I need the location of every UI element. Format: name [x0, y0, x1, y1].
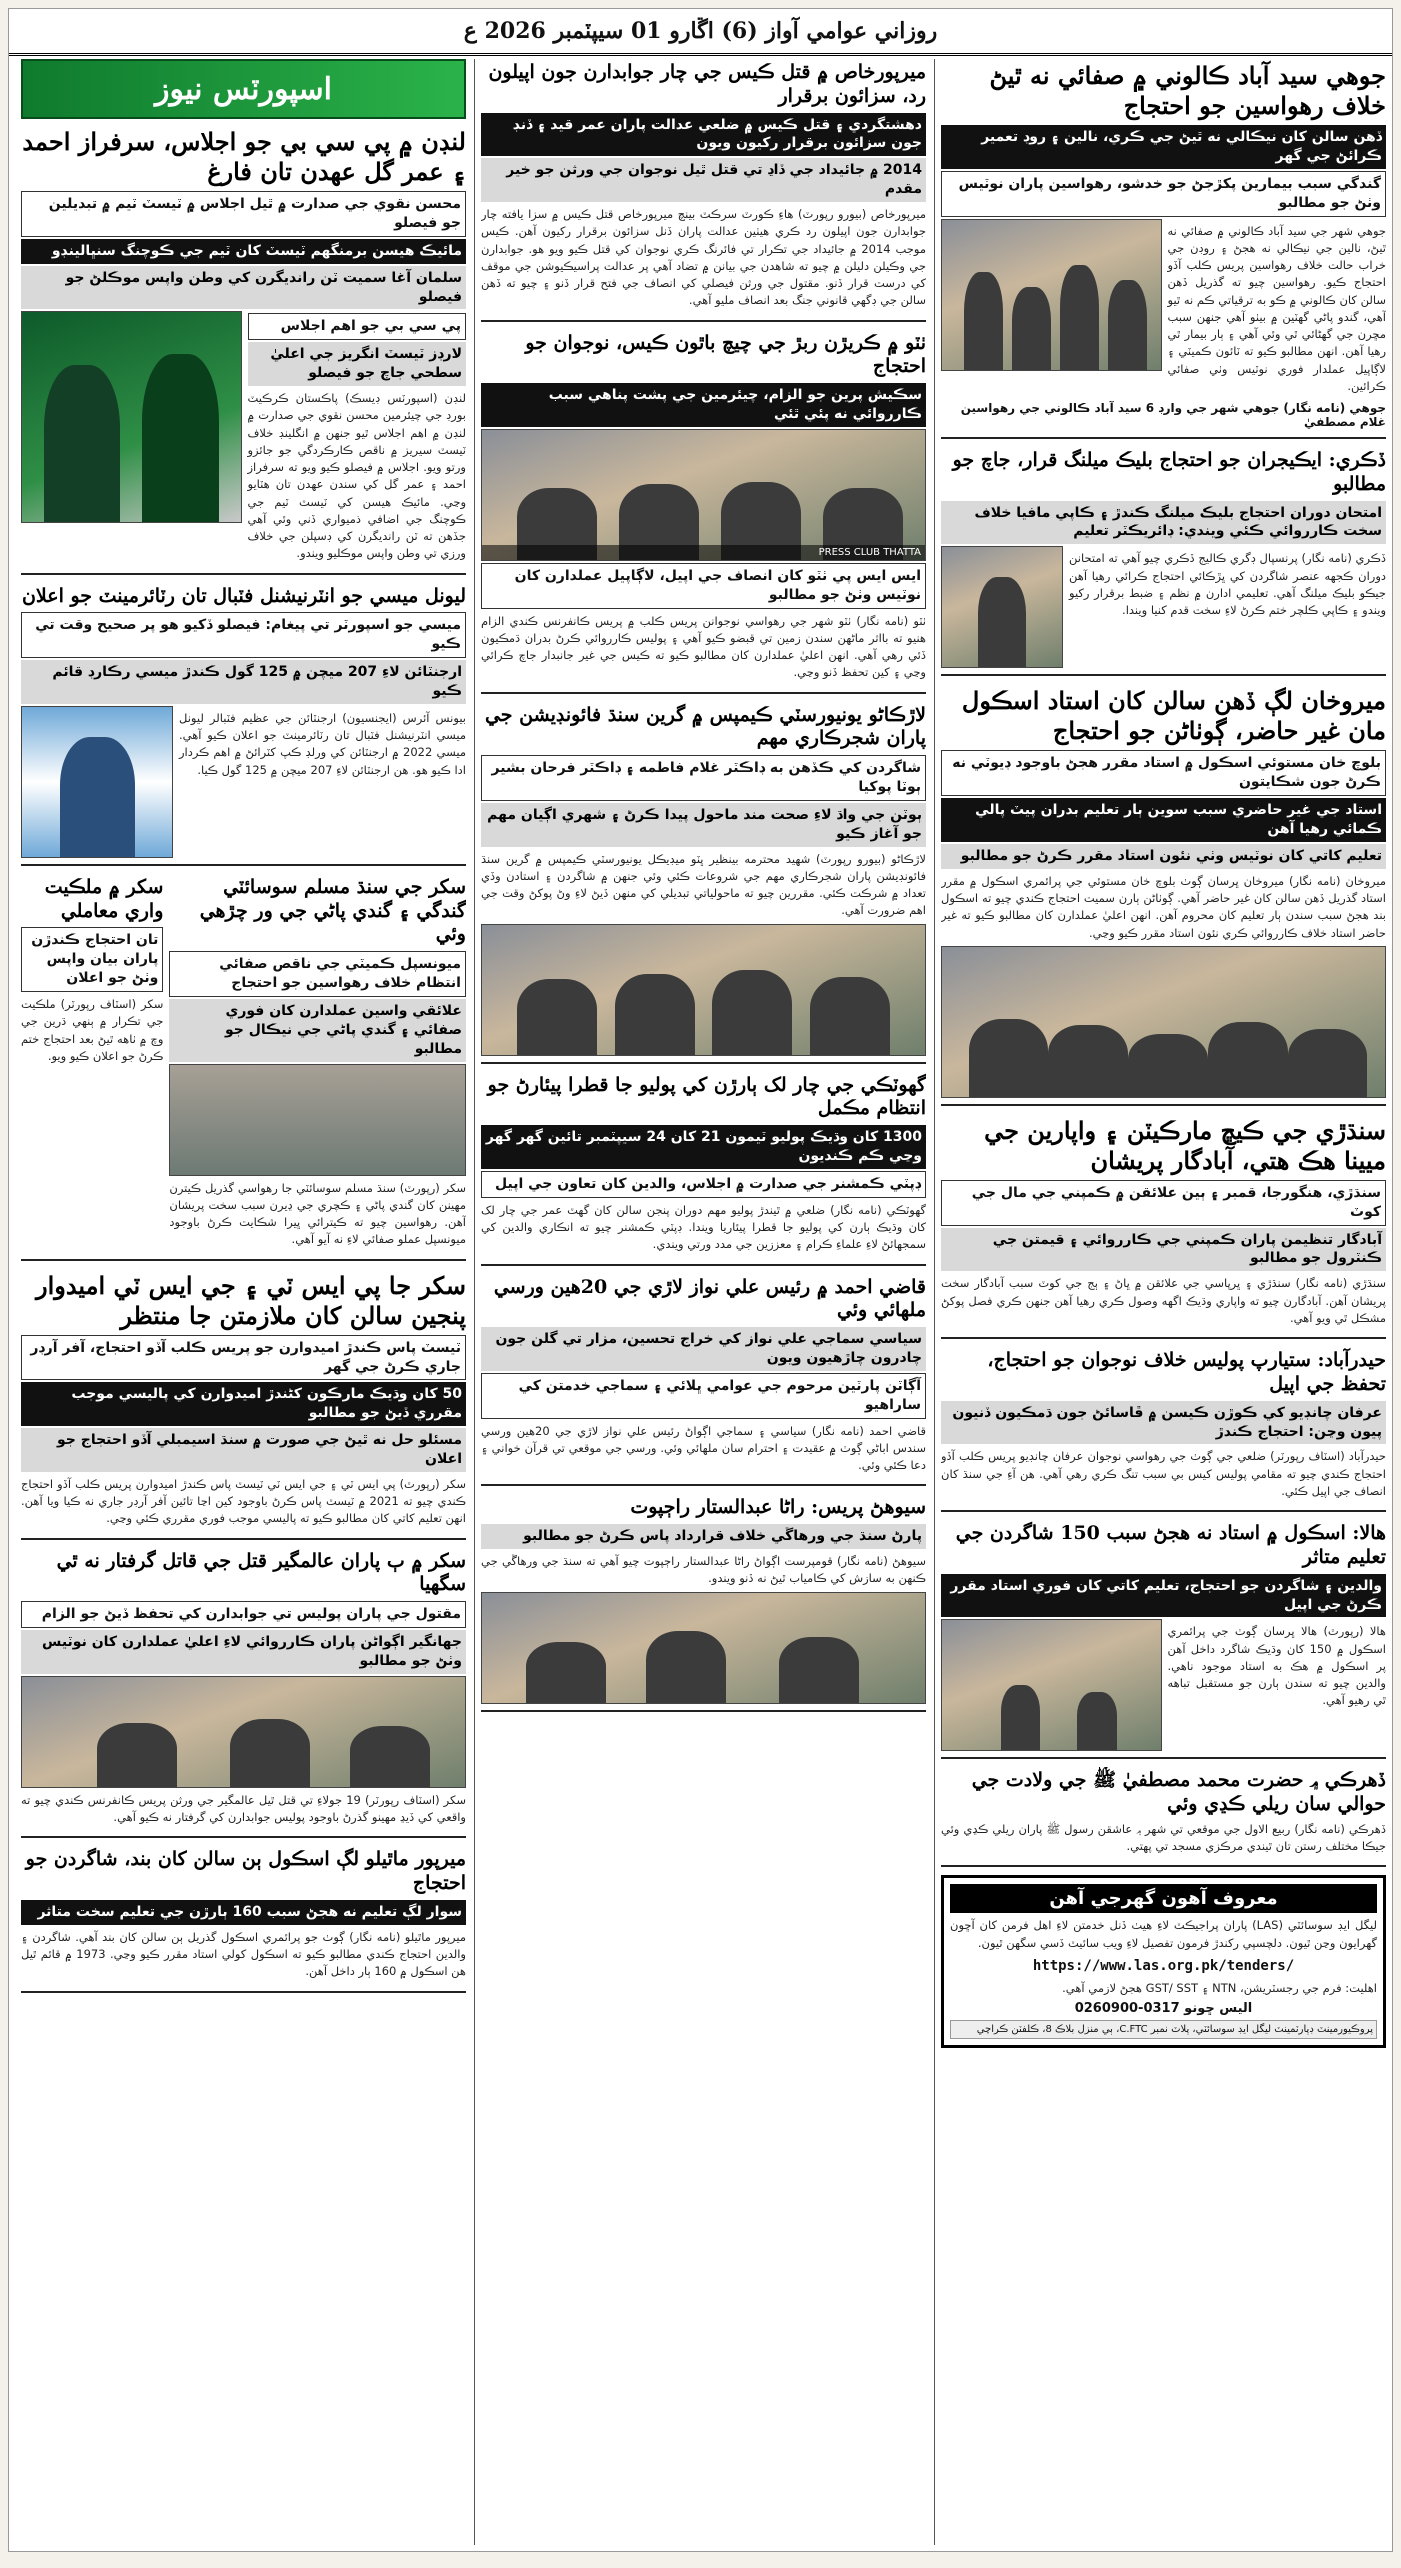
headline: سکر جا پي ايس ٽي ۽ جي ايس ٽي اميدوار پنجين سالن کان ملازمتن جا منتظر	[35, 1270, 466, 1330]
subheading: تان احتجاج ڪندڙن پاران بيان واپس وٺڻ جو اعلان	[21, 927, 163, 992]
headline: جوهي سيد آباد ڪالوني ۾ صفائي نه ٿيڻ خلاف رهواسين جو احتجاج	[989, 61, 1386, 120]
subheading: والدين ۽ شاگردن جو احتجاج، تعليم کاتي کان فوري استاد مقرر ڪرڻ جي اپيل	[941, 1574, 1386, 1618]
tender-link[interactable]: https://www.las.org.pk/tenders/	[1032, 1957, 1295, 1974]
story-body: بيونس آئرس (ايجنسيون) ارجنٽائن جي عظيم فٽبالر ليونل ميسي انٽرنيشنل فٽبال تان رٽائرمينٽ جو اعلان ڪيو آهي. ميسي 2022 ۾ ارجنٽائن کي ورلڊ ڪپ کٽرائڻ ۾ اهم ڪردار ادا ڪيو هو. هن ارجنٽائن لاءِ 207 ميچن ۾ 125 گول ڪيا.	[179, 710, 466, 777]
column-2	[474, 59, 926, 2545]
story-johi	[941, 59, 1386, 439]
column-3	[15, 59, 466, 2545]
story-body: ميرپور ماٿيلو (نامه نگار) ڳوٺ جو پرائمري اسڪول گذريل ٻن سالن کان بند آهي. شاگردن ۽ والدين احتجاج ڪندي مطالبو ڪيو ته اسڪول کولي استاد مقرر ڪيو وڃي. 1973 ۾ قائم ٿيل هن اسڪول ۾ 160 ٻار داخل آهن.	[21, 1929, 466, 1979]
masthead-title: روزاني عوامي آواز (6) اڱارو 01 سيپٽمبر 2026 ع	[463, 18, 938, 44]
headline: ميرپورخاص ۾ قتل ڪيس جي چار جوابدارن جون اپيلون رد، سزائون برقرار	[488, 61, 926, 107]
story-dahrki-exam	[941, 447, 1386, 676]
messi-photo	[21, 706, 173, 858]
story-body: حيدرآباد (اسٽاف رپورٽر) ضلعي جي ڳوٺ جي رهواسي نوجوان عرفان چانڊيو پريس ڪلب آڏو احتجاج ڪندي چيو ته مقامي پوليس کيس بي سبب تنگ ڪري رهي آهي. هن آءِ جي سنڌ کان انصاف جي اپيل ڪئي.	[941, 1449, 1386, 1498]
subheading: امتحان دوران احتجاج بليڪ ميلنگ ڪندڙ ۽ ڪاپي مافيا خلاف سخت ڪارروائي ڪئي ويندي: ڊائريڪٽر تعليم	[941, 501, 1386, 545]
subheading: بلوچ خان مستوئي اسڪول ۾ استاد مقرر هجڻ باوجود ڊيوٽي نه ڪرڻ جون شڪايتون	[941, 750, 1386, 796]
story-mirpur-mathelo-school	[21, 1846, 466, 1992]
story-body: سکر (اسٽاف رپورٽر) ملڪيت جي تڪرار ۾ ٻنهي ڌرين جي وچ ۾ ٺاهه ٿيڻ بعد احتجاج ختم ڪرڻ جو اعلان ڪيو ويو.	[21, 997, 164, 1063]
tender-notice	[941, 1875, 1386, 2048]
headline: ليونل ميسي جو انٽرنيشنل فٽبال تان رٽائرمينٽ جو اعلان	[21, 584, 466, 607]
subheading: سنڌڙي، هنگورجا، قمبر ۽ ٻين علائقن ۾ ڪمپني جي مال جي کوٽ	[941, 1180, 1386, 1226]
story-body: سيوهڻ (نامه نگار) قومپرست اڳواڻ راڻا عبدالستار راڄپوت چيو آهي ته سنڌ جي ورهاڱي جي ڪنهن به سازش کي ڪامياب ٿيڻ نه ڏنو ويندو.	[481, 1554, 926, 1586]
story-body: ميروخان (نامه نگار) ميروخان ڀرسان ڳوٺ بلوچ خان مستوئي جي پرائمري اسڪول ۾ مقرر استاد گذريل ڏهن سالن کان غير حاضر آهي. ڳوٺاڻن ٻارن سميت احتجاج ڪندي چيو ته اسڪول بند هجڻ سبب سندن ٻار تعليم کان محروم آهن. انهن اعليٰ عملدارن کان مطالبو ڪيو ته غير حاضر استاد خلاف ڪارروائي ڪري نئون استاد مقرر ڪيو وڃي.	[941, 873, 1386, 940]
story-body: لنڊن (اسپورٽس ڊيسڪ) پاڪستان ڪرڪيٽ بورڊ جي چيئرمين محسن نقوي جي صدارت ۾ لنڊن ۾ اهم اجلاس ٿيو جنهن ۾ انگلينڊ خلاف ٽيسٽ سيريز ۾ ناقص ڪارڪردگي جو جائزو ورتو ويو. اجلاس ۾ فيصلو ڪيو ويو ته سرفراز احمد ۽ عمر گل کي سندن عهدن تان هٽايو وڃي. مائيڪ هيسن کي ٽيسٽ ٽيم جي ڪوچنگ جي اضافي ذميواري ڏني وئي آهي جڏهن ته ٽن رانديگرن کي ڊسپلن جي خلاف ورزي تي وطن واپس موڪليو ويندو.	[247, 391, 466, 561]
story-larkana-plantation	[481, 702, 926, 1064]
notice-contact: اليس ڇونو 0317-0260900	[1074, 2001, 1253, 2017]
story-body: ڏڪري (نامه نگار) پرنسپال ڊگري ڪاليج ڏڪري چيو آهي ته امتحانن دوران ڪجهه عنصر شاگردن کي ڀڙڪائي احتجاج ڪرائي رهيا آهن جيڪو بليڪ ميلنگ آهي. تعليمي ادارن ۾ نظم ۽ ضبط برقرار رکيو ويندو ۽ ڪاپي ڪلچر ختم ڪرڻ لاءِ سخت قدم کنيا ويندا.	[1069, 551, 1386, 618]
sports-news-banner	[21, 59, 466, 119]
headline: سکر ۾ ملڪيت واري معاملي	[44, 875, 164, 922]
headline: ٺٽو ۾ ڪريڙن ربڙ جي چيچ باٿون ڪيس، نوجوان جو احتجاج	[525, 331, 926, 378]
story-mirpurkhas-appeal	[481, 59, 926, 322]
side-heading: پي سي بي جو اهم اجلاس	[248, 313, 467, 340]
story-body: سنڌڙي (نامه نگار) سنڌڙي ۽ ڀرپاسي جي علائقن ۾ ڀاڻ ۽ ٻج جي کوٽ سبب آبادگار سخت پريشان آهن. آبادگارن چيو ته واپاري وڌيڪ اگهه وصول ڪري رهيا آهن جنهن ڪري فصل پوکڻ مشڪل ٿي ويو آهي.	[941, 1276, 1386, 1325]
story-sukkur-candidates	[21, 1269, 466, 1540]
headline: سيوهڻ پريس: راڻا عبدالستار راڄپوت	[630, 1496, 926, 1519]
story-qazi-ahmed-anniversary	[481, 1274, 926, 1487]
masthead	[9, 9, 1392, 56]
news-photo	[481, 1592, 926, 1704]
story-sindhri-market	[941, 1114, 1386, 1339]
headline: سکر ۾ ٻ پاران عالمگير قتل جي قاتل گرفتار نه ٿي سگهيا	[56, 1549, 466, 1596]
subheading: ٻوٽن جي واڌ لاءِ صحت مند ماحول پيدا ڪرڻ ۽ شهري اڳيان مهم جو آغاز ڪيو	[481, 803, 926, 847]
portrait-photo	[941, 546, 1063, 668]
story-body: ٺٽو (نامه نگار) ٺٽو شهر جي رهواسي نوجوانن پريس ڪلب ۾ پريس ڪانفرنس ڪندي الزام هنيو ته بااثر ماڻهن سندن زمين تي قبضو ڪيو آهي ۽ پوليس ڪارروائي ڪرڻ بدران ڌمڪيون ڏئي رهي آهي. انهن اعليٰ عملدارن کان مطالبو ڪيو ته ڪيس جي غير جانبدار جاچ ڪرائي وڃي ۽ کين تحفظ ڏنو وڃي.	[481, 613, 926, 680]
notice-title: معروف آهون گهرجي آهن	[950, 1884, 1377, 1913]
headline: لنڊن ۾ پي سي بي جو اجلاس، سرفراز احمد ۽ عمر گل عهدن تان فارغ	[22, 127, 466, 186]
story-body: سکر (رپورٽ) پي ايس ٽي ۽ جي ايس ٽي ٽيسٽ پاس ڪندڙ اميدوارن پريس ڪلب آڏو احتجاج ڪندي چيو ته 2021 ۾ ٽيسٽ پاس ڪرڻ باوجود کين اڃا تائين آفر آرڊر جاري نه ڪيا ويا آهن. انهن تعليم کاتي کان مطالبو ڪيو ته پاليسي موجب فوري مقرري ڪئي وڃي.	[21, 1476, 466, 1526]
story-body: ڏهرڪي (نامه نگار) ربيع الاول جي موقعي تي شهر ۾ عاشقن رسول ﷺ پاران ريلي ڪڍي وئي جيڪا مختلف رستن تان ٿيندي مرڪزي مسجد تي پهتي.	[941, 1821, 1386, 1854]
notice-body: ليگل ايڊ سوسائٽي (LAS) پاران پراجيڪٽ لاءِ هيٺ ڏنل خدمتن لاءِ اهل فرمن کان آڇون گهرايون وڃن ٿيون. دلچسپي رکندڙ فرمون تفصيل لاءِ ويب سائيٽ ڏسي سگهن ٿيون.	[950, 1918, 1377, 1950]
sports-banner-title: اسپورٽس نيوز	[155, 71, 332, 107]
subheading: آڳاٽن پارٽين مرحوم جي عوامي ڀلائي ۽ سماجي خدمتن کي ساراهيو	[481, 1373, 926, 1419]
subheading: مقتول جي پاران پوليس تي جوابدارن کي تحفظ ڏيڻ جو الزام	[21, 1601, 466, 1628]
story-body: گهوٽڪي (نامه نگار) ضلعي ۾ ٿيندڙ پوليو مهم دوران پنجن سالن کان گهٽ عمر جي چار لک کان وڌيڪ ٻارن کي پوليو جا قطرا پيئاريا ويندا. ڊپٽي ڪمشنر چيو ته انڪاري والدين کي سمجهائڻ لاءِ علماءِ ڪرام ۽ معززين جي مدد ورتي ويندي.	[481, 1202, 926, 1252]
subheading: دهشتگردي ۽ قتل ڪيس ۾ ضلعي عدالت پاران عمر قيد ۽ ڏنڊ جون سزائون برقرار رکيون ويون	[481, 113, 926, 157]
news-photo	[941, 1619, 1162, 1751]
subheading: ٽيسٽ پاس ڪندڙ اميدوارن جو پريس ڪلب آڏو احتجاج، آفر آرڊر جاري ڪرڻ جي گهر	[21, 1335, 466, 1381]
headline: لاڙڪاڻو يونيورسٽي ڪيمپس ۾ گرين سنڌ فائونڊيشن جي پاران شجرڪاري مهم	[484, 703, 926, 750]
story-body: جوهي شهر جي سيد آباد ڪالوني ۾ صفائي نه ٿيڻ، نالين جي نيڪالي نه هجڻ ۽ روڊن جي خراب حالت خلاف رهواسين پريس ڪلب آڏو احتجاج ڪيو. رهواسين چيو ته گذريل ڏهن سالن کان ڪالوني ۾ ڪو به ترقياتي ڪم نه ٿيو آهي، گندو پاڻي گهٽين ۾ بيٺو آهي جنهن سبب مڇرن جي گهڻائي ٿي وئي آهي ۽ ٻار بيمار ٿي رهيا آهن. انهن مطالبو ڪيو ته ٽائون ڪميٽي ۽ لاڳاپيل عملدار فوري نوٽيس وٺي صفائي ڪرائين.	[1167, 223, 1386, 393]
story-messi-retirement	[21, 583, 466, 866]
story-dahrki-rally	[941, 1767, 1386, 1867]
subheading: ارجنٽائن لاءِ 207 ميچن ۾ 125 گول ڪندڙ ميسي رڪارڊ قائم ڪيو	[21, 660, 466, 704]
subheading: ميونسپل ڪميٽي جي ناقص صفائي انتظام خلاف رهواسين جو احتجاج	[169, 951, 466, 997]
story-sukkur-murder	[21, 1548, 466, 1839]
subheading: آبادگار تنظيمن پاران ڪمپني جي ڪارروائي ۽ قيمتن جي ڪنٽرول جو مطالبو	[941, 1228, 1386, 1272]
garbage-photo	[169, 1064, 466, 1176]
photo-caption: PRESS CLUB THATTA	[482, 545, 925, 560]
headline: ڏهرڪي ۾ حضرت محمد مصطفيٰ ﷺ جي ولادت جي حوالي سان ريلي ڪڍي وئي	[971, 1769, 1386, 1816]
side-subheading: لارڊز ٽيسٽ انگريز جي اعليٰ سطحي جاچ جو فيصلو	[248, 342, 467, 386]
headline: سنڌڙي جي ڪيڇ مارڪيٽن ۽ واپارين جي ميينا هڪ هتي، آبادگار پريشان	[984, 1115, 1386, 1175]
story-hala-school	[941, 1520, 1386, 1759]
headline: ڏڪري: ايڪيجران جو احتجاج بليڪ ميلنگ قرار، جاچ جو مطالبو	[952, 449, 1386, 495]
subheading: سوار لڳ تعليم نه هجڻ سبب 160 ٻارڙن جي تعليم سخت متاثر	[21, 1900, 466, 1925]
byline: جوهي (نامه نگار) جوهي شهر جي وارڊ 6 سيد آباد ڪالوني جي رهواسين غلام مصطفيٰ	[960, 401, 1386, 430]
story-body: قاضي احمد (نامه نگار) سياسي ۽ سماجي اڳواڻ رئيس علي نواز لاڙي جي 20هين ورسي سندس اباڻي ڳوٺ ۾ عقيدت ۽ احترام سان ملهائي وئي. ورسي جي موقعي تي قرآن خواني ۽ دعا ڪئي وئي.	[481, 1423, 926, 1473]
notice-footer: پروڪيورمينٽ ڊپارٽمينٽ ليگل ايڊ سوسائٽي، پلاٽ نمبر C.FTC، ٻي منزل بلاڪ 8، ڪلفٽن ڪراچي	[950, 2020, 1377, 2039]
story-body: هالا (رپورٽ) هالا ڀرسان ڳوٺ جي پرائمري اسڪول ۾ 150 کان وڌيڪ شاگرد داخل آهن پر اسڪول ۾ هڪ به استاد موجود ناهي. والدين چيو ته سندن ٻارن جو مستقبل تباهه ٿي رهيو آهي.	[1167, 1624, 1386, 1708]
story-sukkur-society	[21, 874, 466, 1261]
story-body: ميرپورخاص (بيورو رپورٽ) هاءِ ڪورٽ سرڪٽ بينچ ميرپورخاص قتل ڪيس ۾ سزا يافته چار جوابدارن جون اپيلون رد ڪري هيٺين عدالت پاران ڏنل سزائون برقرار رکيون آهن. ڪيس موجب 2014 ۾ جائيداد جي تڪرار تي فائرنگ ڪري نوجوان کي قتل ڪيو ويو هو. جوابدارن جي وڪيلن دليلن ۾ چيو ته شاهدن جي بيانن ۾ تضاد آهي پر عدالت پراسيڪيوشن جي موقف کي درست قرار ڏنو. مقتول جي ورثن فيصلي کي انصاف جي فتح قرار ڏنو ۽ چيو ته ڏهن سالن جي ڊگهي قانوني جنگ بعد انصاف مليو آهي.	[481, 207, 926, 308]
subheading: محسن نقوي جي صدارت ۾ ٿيل اجلاس ۾ ٽيسٽ ٽيم ۾ تبديلين جو فيصلو	[21, 191, 466, 237]
news-photo	[941, 946, 1386, 1098]
newspaper-page	[8, 8, 1393, 2552]
story-sehwan	[481, 1494, 926, 1711]
headline: هالا: اسڪول ۾ استاد نه هجڻ سبب 150 شاگردن جي تعليم متاثر	[955, 1522, 1386, 1568]
story-body: لاڙڪاڻو (بيورو رپورٽ) شهيد محترمه بينظير ڀٽو ميڊيڪل يونيورسٽي ڪيمپس ۾ گرين سنڌ فائونڊيشن پاران شجرڪاري مهم جي شروعات ڪئي وئي جنهن ۾ شاگردن ۽ استادن وڏي تعداد ۾ شرڪت ڪئي. مقررين چيو ته ماحولياتي تبديلي کي منهن ڏيڻ لاءِ وڻ پوکڻ وقت جي اهم ضرورت آهي.	[481, 851, 926, 918]
news-photo	[941, 219, 1162, 371]
story-hyderabad-protest	[941, 1347, 1386, 1512]
press-club-photo	[481, 429, 926, 561]
story-thatta-press	[481, 330, 926, 694]
notice-eligibility: اهليت: فرم جي رجسٽريشن، NTN ۽ GST/ SST هجڻ لازمي آهي.	[1062, 1980, 1377, 1995]
subheading: عرفان چانڊيو کي ڪوڙن ڪيسن ۾ ڦاسائڻ جون ڌمڪيون ڏنيون پيون وڃن: احتجاج ڪندڙ	[941, 1401, 1386, 1445]
subheading: استاد جي غير حاضري سبب سوين ٻار تعليم بدران پيٽ پالي ڪمائي رهيا آهن	[941, 798, 1386, 842]
press-conference-photo	[21, 1676, 466, 1788]
story-body: سکر (رپورٽ) سنڌ مسلم سوسائٽي جا رهواسي گذريل ڪيترن مهينن کان گندي پاڻي ۽ ڪچري جي ڍيرن سبب سخت پريشان آهن. رهواسين چيو ته ڪيترائي ڀيرا شڪايت ڪرڻ باوجود ميونسپل عملو صفائي لاءِ نه آيو آهي.	[169, 1180, 466, 1247]
subheading: گندگي سبب بيمارين پکڙجڻ جو خدشو، رهواسين پاران نوٽيس وٺڻ جو مطالبو	[941, 171, 1386, 217]
subheading: مائيڪ هيسن برمنگهم ٽيسٽ کان ٽيم جي ڪوچنگ سنڀالينڊو	[21, 239, 466, 264]
subheading: ڏهن سالن کان نيڪالي نه ٿيڻ جي ڪري، نالين ۽ روڊ تعمير ڪرائڻ جي گهر	[941, 125, 1386, 169]
headline: حيدرآباد: ستيارپ پوليس خلاف نوجوان جو احتجاج، تحفظ جي اپيل	[987, 1349, 1386, 1395]
cricket-players-photo	[21, 311, 242, 523]
subheading: علائقي واسين عملدارن کان فوري صفائي ۽ گندي پاڻي جي نيڪال جو مطالبو	[169, 999, 466, 1062]
headline: قاضي احمد ۾ رئيس علي نواز لاڙي جي 20هين ورسي ملهائي وئي	[493, 1275, 926, 1322]
headline: گهوٽڪي جي چار لک ٻارڙن کي پوليو جا قطرا پيئارڻ جو انتظام مڪمل	[487, 1073, 926, 1120]
subheading: سڪيش پرين جو الزام، چيئرمين جي پشت پناهي سبب ڪارروائي نه پئي ٿئي	[481, 383, 926, 427]
story-ghotki-polio	[481, 1072, 926, 1266]
news-photo	[481, 924, 926, 1056]
subheading: 2014 ۾ جائيداد جي ڏاڍ تي قتل ٿيل نوجوان جي ورثن جو خير مقدم	[481, 158, 926, 202]
story-body: سکر (اسٽاف رپورٽر) 19 جولاءِ تي قتل ٿيل عالمگير جي ورثن پريس ڪانفرنس ڪندي چيو ته واقعي کي ڏيڍ مهينو گذرڻ باوجود پوليس جوابدارن کي گرفتار نه ڪيو آهي.	[21, 1792, 466, 1825]
headline: ميرپور ماٿيلو لڳ اسڪول ٻن سالن کان بند، شاگردن جو احتجاج	[25, 1848, 466, 1895]
subheading: جهانگير اڳواڻن پاران ڪارروائي لاءِ اعليٰ عملدارن کان نوٽيس وٺڻ جو مطالبو	[21, 1630, 466, 1674]
subheading: ميسي جو اسپورٽر تي پيغام: فيصلو ڏکيو هو پر صحيح وقت تي ڪيو	[21, 612, 466, 658]
subheading: 50 کان وڌيڪ مارڪون کڻندڙ اميدوارن کي پاليسي موجب مقرري ڏيڻ جو مطالبو	[21, 1382, 466, 1426]
subheading: پارڻ سنڌ جي ورهاڱي خلاف قرارداد پاس ڪرڻ جو مطالبو	[481, 1524, 926, 1549]
subheading: 1300 کان وڌيڪ پوليو ٽيمون 21 کان 24 سيپٽمبر تائين گهر گهر وڃي ڪم ڪنديون	[481, 1125, 926, 1169]
story-mirokhan-school	[941, 684, 1386, 1105]
subheading: سلمان آغا سميت ٽن رانديگرن کي وطن واپس موڪلڻ جو فيصلو	[21, 266, 466, 310]
subheading: شاگردن کي ڪڏهن به ڊاڪٽر غلام فاطمه ۽ ڊاڪٽر فرحان بشير ٻوٽا پوکيا	[481, 755, 926, 801]
headline: ميروخان لڳ ڏهن سالن کان استاد اسڪول مان غير حاضر، ڳوٺاڻن جو احتجاج	[961, 686, 1386, 746]
column-1	[934, 59, 1386, 2545]
subheading: ايس ايس پي ٺٽو کان انصاف جي اپيل، لاڳاپيل عملدارن کان نوٽيس وٺڻ جو مطالبو	[481, 563, 926, 609]
headline: سکر جي سنڌ مسلم سوسائٽي گندگي ۽ گندي پاڻي جي ور چڙهي وئي	[199, 875, 466, 946]
subheading: ڊپٽي ڪمشنر جي صدارت ۾ اجلاس، والدين کان تعاون جي اپيل	[481, 1171, 926, 1198]
subheading: تعليم کاتي کان نوٽيس وٺي نئون استاد مقرر ڪرڻ جو مطالبو	[941, 844, 1386, 869]
story-pcb-meeting	[21, 125, 466, 575]
subheading: مسئلو حل نه ٿيڻ جي صورت ۾ سنڌ اسيمبلي آڏو احتجاج جو اعلان	[21, 1428, 466, 1472]
subheading: سياسي سماجي علي نواز کي خراج تحسين، مزار تي گلن جون چادرون چاڙهيون ويون	[481, 1327, 926, 1371]
